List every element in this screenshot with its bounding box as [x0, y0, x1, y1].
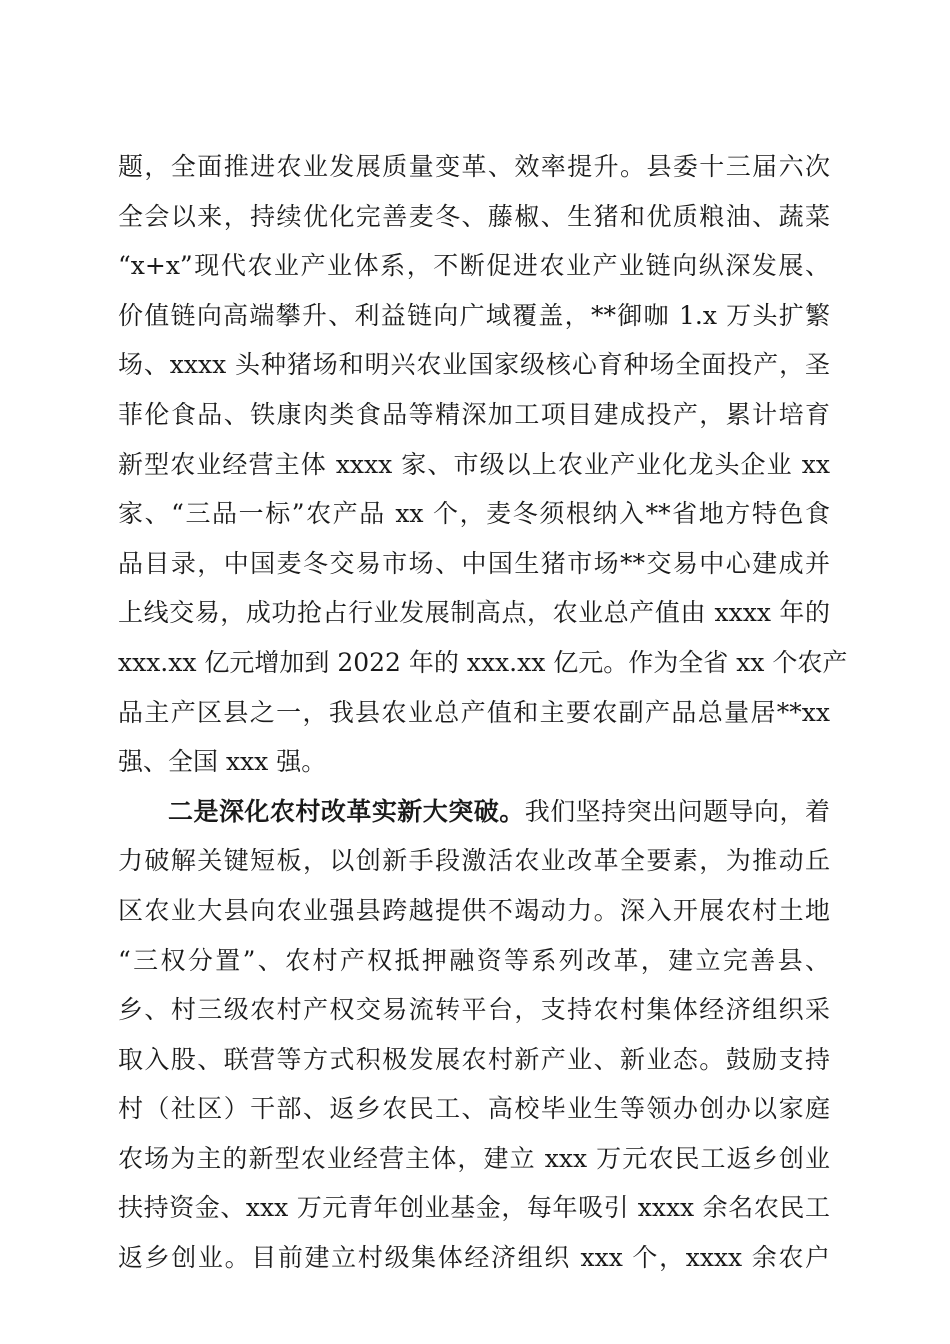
text-line: 家、“三品一标”农产品 xx 个，麦冬须根纳入**省地方特色食	[118, 499, 830, 529]
text-line: 品主产区县之一，我县农业总产值和主要农副产品总量居**xx	[118, 697, 830, 727]
paragraph-heading: 二是深化农村改革实新大突破。	[168, 796, 525, 826]
text-line: 返乡创业。目前建立村级集体经济组织 xxx 个，xxxx 余农户	[118, 1243, 830, 1273]
paragraph-2-first-line	[118, 787, 830, 837]
text-line: 扶持资金、xxx 万元青年创业基金，每年吸引 xxxx 余名农民工	[118, 1193, 830, 1223]
text-line: 乡、村三级农村产权交易流转平台，支持农村集体经济组织采	[118, 995, 830, 1025]
paragraph-2	[118, 787, 830, 1283]
text-line: 品目录，中国麦冬交易市场、中国生猪市场**交易中心建成并	[118, 548, 830, 578]
text-line: 题，全面推进农业发展质量变革、效率提升。县委十三届六次	[118, 152, 830, 181]
text-line: xxx.xx 亿元增加到 2022 年的 xxx.xx 亿元。作为全省 xx 个农产	[118, 647, 848, 677]
text-line: 取入股、联营等方式积极发展农村新产业、新业态。鼓励支持	[118, 1044, 830, 1074]
text-line: 区农业大县向农业强县跨越提供不竭动力。深入开展农村土地	[118, 895, 830, 925]
text-line: 强、全国 xxx 强。	[118, 747, 327, 777]
text-line: 新型农业经营主体 xxxx 家、市级以上农业产业化龙头企业 xx	[118, 449, 830, 479]
text-line: 村（社区）干部、返乡农民工、高校毕业生等领办创办以家庭	[118, 1094, 830, 1124]
text-line: 场、xxxx 头种猪场和明兴农业国家级核心育种场全面投产，圣	[118, 350, 830, 380]
paragraph-2-first-line-text: 我们坚持突出问题导向，着	[524, 796, 830, 826]
text-line: 农场为主的新型农业经营主体，建立 xxx 万元农民工返乡创业	[118, 1143, 830, 1173]
paragraph-1	[118, 142, 848, 787]
text-line: “x+x”现代农业产业体系，不断促进农业产业链向纵深发展、	[118, 251, 830, 281]
text-line: 菲伦食品、铁康肉类食品等精深加工项目建成投产，累计培育	[118, 399, 830, 429]
document-body	[118, 142, 848, 1283]
text-line: 力破解关键短板，以创新手段激活农业改革全要素，为推动丘	[118, 846, 830, 876]
text-line: 上线交易，成功抢占行业发展制高点，农业总产值由 xxxx 年的	[118, 598, 830, 628]
text-line: “三权分置”、农村产权抵押融资等系列改革，建立完善县、	[118, 945, 830, 975]
text-line: 价值链向高端攀升、利益链向广域覆盖，**御咖 1.x 万头扩繁	[118, 300, 830, 330]
text-line: 全会以来，持续优化完善麦冬、藤椒、生猪和优质粮油、蔬菜	[118, 201, 830, 231]
